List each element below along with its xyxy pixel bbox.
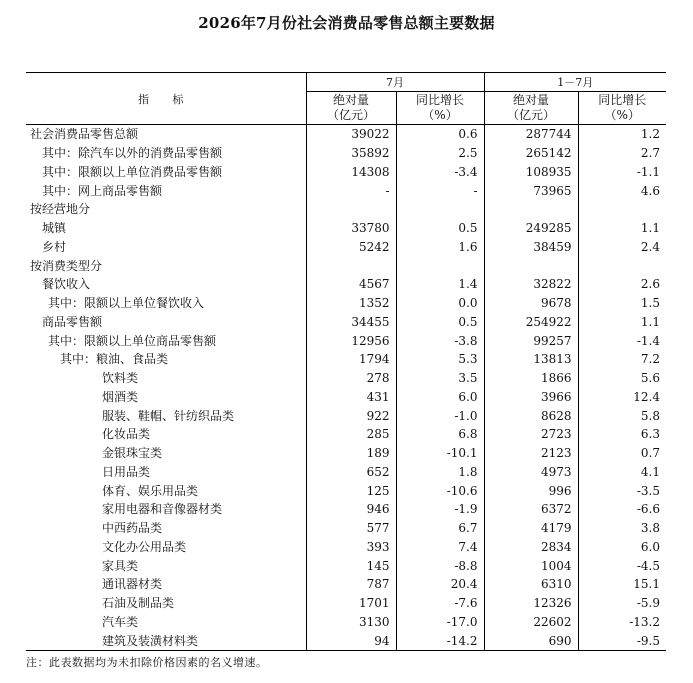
table-row	[26, 425, 666, 444]
month-abs-value: 14308	[306, 163, 396, 182]
month-abs-value: 4567	[306, 275, 396, 294]
month-yoy-value: -1.0	[396, 406, 484, 425]
row-label: 商品零售额	[26, 313, 306, 332]
ytd-abs-value: 1866	[484, 369, 578, 388]
row-label: 按消费类型分	[26, 256, 306, 275]
month-yoy-value	[396, 256, 484, 275]
month-yoy-value: -17.0	[396, 613, 484, 632]
ytd-abs-value: 13813	[484, 350, 578, 369]
month-abs-value: 145	[306, 556, 396, 575]
yoy-label: 同比增长	[415, 93, 464, 107]
ytd-abs-value: 32822	[484, 275, 578, 294]
footnote: 注：此表数据均为未扣除价格因素的名义增速。	[26, 656, 268, 669]
ytd-abs-value	[484, 256, 578, 275]
month-abs-value: 189	[306, 444, 396, 463]
row-label: 其中：粮油、食品类	[26, 350, 306, 369]
ytd-yoy-value: 5.6	[640, 371, 660, 386]
month-yoy-value: 6.7	[396, 519, 484, 538]
month-yoy-value: 0.6	[396, 125, 484, 144]
abs-label: 绝对量	[512, 93, 549, 107]
ytd-yoy-value: 2.6	[640, 277, 660, 292]
month-abs-value: 34455	[306, 313, 396, 332]
abs-unit: （亿元）	[326, 108, 375, 122]
ytd-yoy-value: 12.4	[633, 389, 660, 404]
row-label: 其中：限额以上单位商品零售额	[26, 331, 306, 350]
month-yoy-value: 3.5	[396, 369, 484, 388]
table-row	[26, 481, 666, 500]
yoy-label: 同比增长	[598, 93, 647, 107]
ytd-abs-value: 4179	[484, 519, 578, 538]
month-yoy-value: 1.4	[396, 275, 484, 294]
ytd-abs-value: 287744	[484, 125, 578, 144]
ytd-yoy-value: -6.6	[636, 502, 660, 517]
month-yoy-value: -10.6	[396, 481, 484, 500]
table-row	[26, 388, 666, 407]
ytd-abs-value: 8628	[484, 406, 578, 425]
table-row	[26, 125, 666, 144]
ytd-abs-value: 2834	[484, 538, 578, 557]
month-yoy-value: 5.3	[396, 350, 484, 369]
month-yoy-value: 2.5	[396, 144, 484, 163]
ytd-yoy-value: -4.5	[636, 558, 660, 573]
table-row	[26, 313, 666, 332]
table-row	[26, 200, 666, 219]
table-row	[26, 163, 666, 182]
month-abs-value: 946	[306, 500, 396, 519]
month-yoy-value	[396, 200, 484, 219]
ytd-abs-value: 12326	[484, 594, 578, 613]
month-yoy-value: 7.4	[396, 538, 484, 557]
ytd-header: 1－7月	[484, 73, 666, 92]
month-abs-header	[306, 92, 396, 125]
table-row	[26, 538, 666, 557]
row-label: 化妆品类	[26, 425, 306, 444]
yoy-unit: （%）	[604, 108, 640, 122]
ytd-yoy-value: 0.7	[640, 446, 660, 461]
ytd-yoy-value	[578, 200, 666, 219]
month-abs-value: 12956	[306, 331, 396, 350]
row-label: 汽车类	[26, 613, 306, 632]
ytd-yoy-value: 5.8	[640, 408, 660, 423]
month-header: 7月	[306, 73, 484, 92]
ytd-yoy-value: 1.1	[640, 221, 660, 236]
month-abs-value: 1794	[306, 350, 396, 369]
ytd-yoy-value: 2.7	[640, 146, 660, 161]
month-yoy-value: 6.8	[396, 425, 484, 444]
table-row	[26, 275, 666, 294]
row-label: 其中：限额以上单位餐饮收入	[26, 294, 306, 313]
month-yoy-value: 0.5	[396, 219, 484, 238]
ytd-yoy-value: 15.1	[633, 577, 660, 592]
table-row	[26, 256, 666, 275]
table-body	[26, 125, 666, 651]
ytd-yoy-value: 1.5	[640, 296, 660, 311]
ytd-yoy-value: 6.3	[640, 427, 660, 442]
ytd-yoy-value: 2.4	[640, 239, 660, 254]
table-row	[26, 350, 666, 369]
table-row	[26, 406, 666, 425]
ytd-abs-value: 73965	[484, 181, 578, 200]
month-abs-value	[306, 256, 396, 275]
month-yoy-value: -14.2	[396, 631, 484, 650]
ytd-yoy-value: -1.1	[636, 164, 660, 179]
ytd-abs-value: 108935	[484, 163, 578, 182]
month-yoy-value: -8.8	[396, 556, 484, 575]
indicator-header: 指 标	[26, 73, 306, 125]
ytd-abs-value	[484, 200, 578, 219]
table-row	[26, 631, 666, 650]
ytd-yoy-value: 6.0	[640, 539, 660, 554]
month-yoy-value: 6.0	[396, 388, 484, 407]
row-label: 城镇	[26, 219, 306, 238]
month-yoy-value: -1.9	[396, 500, 484, 519]
row-label: 按经营地分	[26, 200, 306, 219]
row-label: 乡村	[26, 238, 306, 257]
ytd-abs-value: 265142	[484, 144, 578, 163]
month-yoy-value: -10.1	[396, 444, 484, 463]
ytd-abs-value: 3966	[484, 388, 578, 407]
ytd-yoy-value: 1.1	[640, 314, 660, 329]
abs-unit: （亿元）	[506, 108, 555, 122]
ytd-abs-value: 9678	[484, 294, 578, 313]
row-label: 其中：限额以上单位消费品零售额	[26, 163, 306, 182]
row-label: 烟酒类	[26, 388, 306, 407]
yoy-unit: （%）	[422, 108, 458, 122]
month-abs-value: 3130	[306, 613, 396, 632]
table-row	[26, 444, 666, 463]
row-label: 餐饮收入	[26, 275, 306, 294]
ytd-yoy-value: -9.5	[578, 631, 666, 650]
row-label: 日用品类	[26, 463, 306, 482]
month-yoy-value: -3.8	[396, 331, 484, 350]
row-label: 服装、鞋帽、针纺织品类	[26, 406, 306, 425]
month-yoy-value: 0.0	[396, 294, 484, 313]
month-yoy-value: -3.4	[396, 163, 484, 182]
month-abs-value: 431	[306, 388, 396, 407]
month-abs-value: 922	[306, 406, 396, 425]
ytd-abs-value: 6372	[484, 500, 578, 519]
month-abs-value: 94	[306, 631, 396, 650]
ytd-abs-value: 996	[484, 481, 578, 500]
ytd-yoy-value: -3.5	[636, 483, 660, 498]
row-label: 中西药品类	[26, 519, 306, 538]
row-label: 家用电器和音像器材类	[26, 500, 306, 519]
month-abs-value: 1352	[306, 294, 396, 313]
header-row-period	[26, 73, 666, 92]
ytd-yoy-value: 1.2	[640, 127, 660, 142]
ytd-yoy-value: -1.4	[636, 333, 660, 348]
month-yoy-value: -7.6	[396, 594, 484, 613]
ytd-yoy-value: 7.2	[640, 352, 660, 367]
table-row	[26, 294, 666, 313]
month-abs-value: 5242	[306, 238, 396, 257]
table-row	[26, 613, 666, 632]
ytd-yoy-value: -5.9	[636, 596, 660, 611]
table-row	[26, 594, 666, 613]
row-label: 建筑及装潢材料类	[26, 631, 306, 650]
month-abs-value: 278	[306, 369, 396, 388]
row-label: 其中：除汽车以外的消费品零售额	[26, 144, 306, 163]
row-label: 家具类	[26, 556, 306, 575]
row-label: 其中：网上商品零售额	[26, 181, 306, 200]
table-row	[26, 519, 666, 538]
row-label: 文化办公用品类	[26, 538, 306, 557]
ytd-abs-value: 38459	[484, 238, 578, 257]
ytd-abs-value: 1004	[484, 556, 578, 575]
row-label: 石油及制品类	[26, 594, 306, 613]
month-abs-value: 35892	[306, 144, 396, 163]
month-abs-value: 393	[306, 538, 396, 557]
table-row	[26, 144, 666, 163]
table-row	[26, 181, 666, 200]
ytd-abs-value: 249285	[484, 219, 578, 238]
table-row	[26, 500, 666, 519]
table-row	[26, 331, 666, 350]
month-yoy-header	[396, 92, 484, 125]
month-yoy-value: 0.5	[396, 313, 484, 332]
row-label: 体育、娱乐用品类	[26, 481, 306, 500]
table-row	[26, 238, 666, 257]
table-row	[26, 219, 666, 238]
retail-sales-table	[26, 72, 666, 651]
ytd-yoy-value: 3.8	[640, 521, 660, 536]
row-label: 饮料类	[26, 369, 306, 388]
month-abs-value: -	[306, 181, 396, 200]
month-abs-value: 285	[306, 425, 396, 444]
ytd-abs-value: 99257	[484, 331, 578, 350]
month-abs-value: 787	[306, 575, 396, 594]
page-title: 2026年7月份社会消费品零售总额主要数据	[198, 14, 495, 32]
table-row	[26, 556, 666, 575]
ytd-yoy-value: 4.1	[640, 464, 660, 479]
ytd-yoy-value: -13.2	[629, 614, 660, 629]
month-abs-value: 652	[306, 463, 396, 482]
table-row	[26, 369, 666, 388]
month-abs-value: 39022	[306, 125, 396, 144]
ytd-yoy-value: 4.6	[640, 183, 660, 198]
ytd-abs-header	[484, 92, 578, 125]
row-label: 社会消费品零售总额	[26, 125, 306, 144]
ytd-abs-value: 2123	[484, 444, 578, 463]
month-yoy-value: 20.4	[396, 575, 484, 594]
row-label: 金银珠宝类	[26, 444, 306, 463]
table-row	[26, 463, 666, 482]
month-abs-value: 1701	[306, 594, 396, 613]
month-abs-value: 33780	[306, 219, 396, 238]
ytd-abs-value: 690	[484, 631, 578, 650]
ytd-yoy-header	[578, 92, 666, 125]
abs-label: 绝对量	[332, 93, 369, 107]
ytd-abs-value: 254922	[484, 313, 578, 332]
ytd-yoy-value	[578, 256, 666, 275]
month-yoy-value: 1.8	[396, 463, 484, 482]
month-abs-value: 125	[306, 481, 396, 500]
month-abs-value	[306, 200, 396, 219]
table-row	[26, 575, 666, 594]
month-yoy-value: -	[396, 181, 484, 200]
month-abs-value: 577	[306, 519, 396, 538]
ytd-abs-value: 22602	[484, 613, 578, 632]
ytd-abs-value: 4973	[484, 463, 578, 482]
month-yoy-value: 1.6	[396, 238, 484, 257]
ytd-abs-value: 2723	[484, 425, 578, 444]
row-label: 通讯器材类	[26, 575, 306, 594]
ytd-abs-value: 6310	[484, 575, 578, 594]
